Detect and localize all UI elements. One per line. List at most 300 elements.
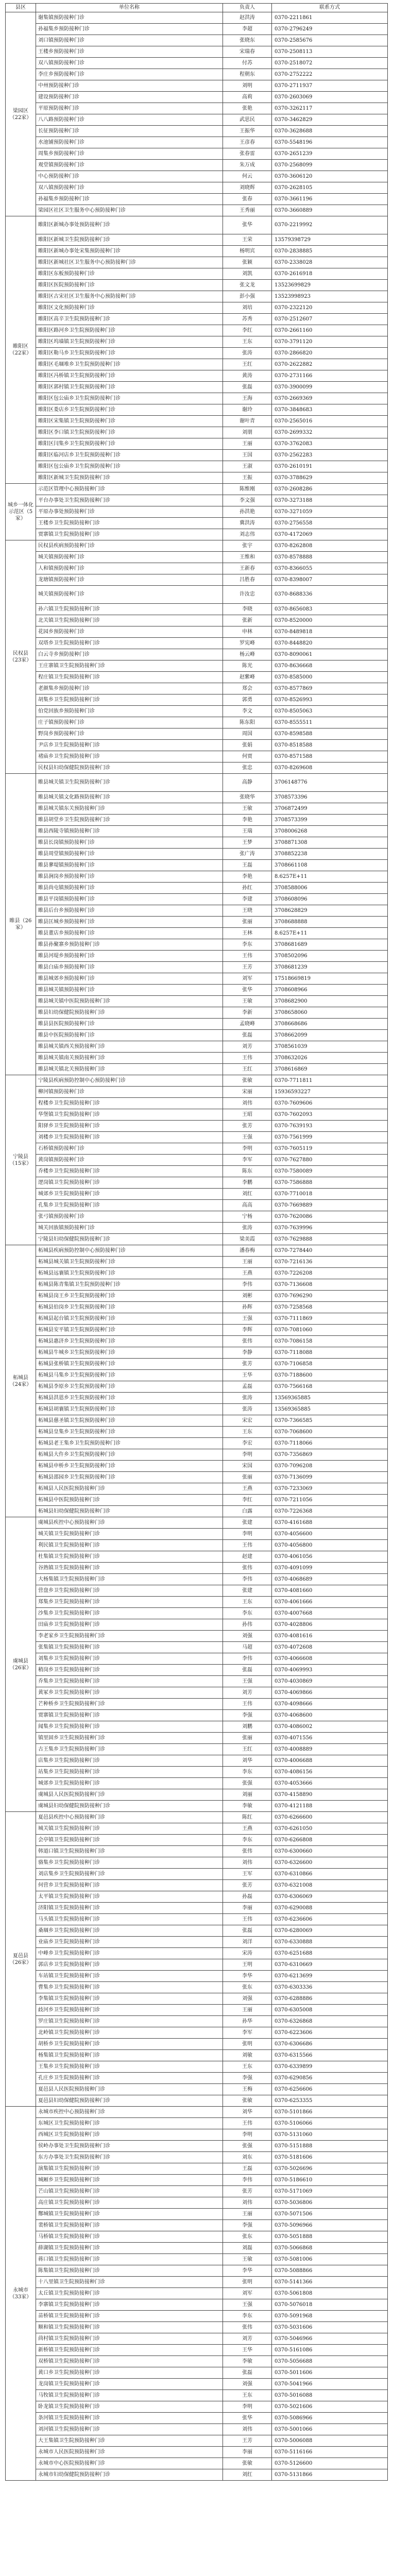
- person-in-charge-cell: 张涛: [223, 1223, 272, 1234]
- unit-name-cell: 睢县董店乡预防接种门诊: [36, 928, 223, 939]
- contact-phone-cell: 8.6257E+11: [272, 928, 388, 939]
- contact-phone-cell: 0370-4072608: [272, 1642, 388, 1653]
- unit-name-cell: 睢县西陵寺镇预防接种门诊: [36, 826, 223, 837]
- table-row: [6, 2288, 388, 2299]
- table-row: [6, 2424, 388, 2435]
- person-in-charge-cell: 李红: [223, 1495, 272, 1506]
- unit-name-cell: 城关镇卫生院预防接种门诊: [36, 1529, 223, 1540]
- person-in-charge-cell: 宋丽: [223, 1087, 272, 1098]
- contact-phone-cell: 13523998923: [272, 291, 388, 302]
- unit-name-cell: 睢县孙聚寨乡预防接种门诊: [36, 939, 223, 951]
- person-in-charge-cell: 高静: [223, 774, 272, 792]
- table-row: [6, 1948, 388, 1959]
- unit-name-cell: 睢县城关镇卫生院预防接种门诊: [36, 774, 223, 792]
- unit-name-cell: 睢阳区冯桥镇卫生院预防接种门诊: [36, 370, 223, 382]
- table-row: [6, 2197, 388, 2209]
- contact-phone-cell: 0370-6306069: [272, 1891, 388, 1903]
- contact-phone-cell: 0370-5161086: [272, 2345, 388, 2356]
- contact-phone-cell: 0370-5071506: [272, 2209, 388, 2220]
- contact-phone-cell: 0370-7188600: [272, 1370, 388, 1381]
- unit-name-cell: 梁园区社区卫生服务中心预防接种门诊: [36, 205, 223, 216]
- person-in-charge-cell: 李明: [223, 1529, 272, 1540]
- unit-name-cell: 睢阳区医院预防接种门诊: [36, 280, 223, 291]
- table-row: [6, 552, 388, 563]
- person-in-charge-cell: 谢玲: [223, 404, 272, 416]
- unit-name-cell: 中峰乡卫生院预防接种门诊: [36, 1948, 223, 1959]
- person-in-charge-cell: 李强: [223, 2073, 272, 2084]
- district-cell: 宁陵县（15家）: [6, 1075, 36, 1245]
- unit-name-cell: 睢阳区包公庙乡卫生院预防接种门诊: [36, 461, 223, 472]
- unit-name-cell: 庄子镇预防接种门诊: [36, 717, 223, 728]
- table-row: [6, 2367, 388, 2379]
- contact-phone-cell: 0370-4071556: [272, 1733, 388, 1744]
- table-row: [6, 1982, 388, 1993]
- unit-name-cell: 睢县城关镇预防接种门诊: [36, 985, 223, 996]
- table-row: [6, 1801, 388, 1812]
- table-row: [6, 762, 388, 774]
- person-in-charge-cell: 王磊: [223, 860, 272, 871]
- table-row: [6, 393, 388, 404]
- unit-name-cell: 城郊乡卫生院预防接种门诊: [36, 1189, 223, 1200]
- table-row: [6, 2231, 388, 2243]
- contact-phone-cell: 0370-5086966: [272, 2413, 388, 2424]
- unit-name-cell: 睢阳区新城办事处预防接种门诊: [36, 216, 223, 234]
- person-in-charge-cell: 李静: [223, 1347, 272, 1359]
- table-row: [6, 1993, 388, 2005]
- unit-name-cell: 柘城县岗王乡卫生院预防接种门诊: [36, 1291, 223, 1302]
- table-row: [6, 1121, 388, 1132]
- contact-phone-cell: 0370-5106066: [272, 2118, 388, 2129]
- unit-name-cell: 双八镇预防接种门诊: [36, 182, 223, 194]
- contact-phone-cell: 3708852238: [272, 849, 388, 860]
- unit-name-cell: 柘城县安平镇卫生院预防接种门诊: [36, 1325, 223, 1336]
- contact-phone-cell: 0370-5066868: [272, 2243, 388, 2254]
- district-cell: 柘城县（24家）: [6, 1245, 36, 1517]
- person-in-charge-cell: 白露: [223, 1506, 272, 1517]
- person-in-charge-cell: 刘伟: [223, 1098, 272, 1109]
- person-in-charge-cell: 宁杨: [223, 1211, 272, 1223]
- unit-name-cell: 茴村镇卫生院预防接种门诊: [36, 2333, 223, 2345]
- table-row: [6, 660, 388, 672]
- contact-phone-cell: 13579398729: [272, 234, 388, 246]
- person-in-charge-cell: 王丽: [223, 2005, 272, 2016]
- unit-name-cell: 张弓镇预防接种门诊: [36, 1211, 223, 1223]
- unit-name-cell: 柘城县远襄镇卫生院预防接种门诊: [36, 1268, 223, 1279]
- person-in-charge-cell: 王敏: [223, 2254, 272, 2265]
- table-row: [6, 2254, 388, 2265]
- district-cell: 夏邑县（26家）: [6, 1812, 36, 2107]
- unit-name-cell: 东城区卫生院预防接种门诊: [36, 2118, 223, 2129]
- contact-phone-cell: 0370-2565016: [272, 416, 388, 427]
- unit-name-cell: 花园乡预防接种门诊: [36, 626, 223, 638]
- contact-phone-cell: 0370-5026696: [272, 2163, 388, 2175]
- table-row: [6, 246, 388, 257]
- person-in-charge-cell: 刘彬: [223, 1291, 272, 1302]
- contact-phone-cell: 0370-5181606: [272, 2152, 388, 2163]
- table-row: [6, 1472, 388, 1483]
- person-in-charge-cell: 刘红: [223, 1189, 272, 1200]
- table-row: [6, 1665, 388, 1676]
- table-row: [6, 1937, 388, 1948]
- person-in-charge-cell: 李东: [223, 1767, 272, 1778]
- table-row: [6, 1427, 388, 1438]
- unit-name-cell: 永城市妇幼保健院预防接种门诊: [36, 2469, 223, 2481]
- person-in-charge-cell: 张磊: [223, 1030, 272, 1041]
- contact-phone-cell: 0370-7580089: [272, 1166, 388, 1177]
- table-row: [6, 928, 388, 939]
- table-row: [6, 2311, 388, 2322]
- unit-name-cell: 龙岗镇卫生院预防接种门诊: [36, 2379, 223, 2390]
- unit-name-cell: 李庄乡预防接种门诊: [36, 69, 223, 80]
- contact-phone-cell: 0370-2608286: [272, 484, 388, 495]
- person-in-charge-cell: 吕胜春: [223, 574, 272, 586]
- person-in-charge-cell: 张芳: [223, 1880, 272, 1891]
- contact-phone-cell: 0370-8636668: [272, 660, 388, 672]
- table-row: [6, 1041, 388, 1053]
- contact-phone-cell: 0370-4098666: [272, 1699, 388, 1710]
- table-row: [6, 1291, 388, 1302]
- contact-phone-cell: 0370-2622882: [272, 359, 388, 370]
- person-in-charge-cell: 陈光: [223, 660, 272, 672]
- contact-phone-cell: 0370-6223606: [272, 2027, 388, 2039]
- person-in-charge-cell: 王振华: [223, 126, 272, 137]
- contact-phone-cell: 0370-6266808: [272, 1835, 388, 1846]
- unit-name-cell: 睢县河堤乡预防接种门诊: [36, 951, 223, 962]
- unit-name-cell: 示范区管理中心预防接种门诊: [36, 484, 223, 495]
- table-row: [6, 2175, 388, 2186]
- table-row: [6, 1914, 388, 1925]
- person-in-charge-cell: 郑会: [223, 683, 272, 694]
- table-body: [6, 12, 388, 2481]
- unit-name-cell: 乔楼乡卫生院预防接种门诊: [36, 1166, 223, 1177]
- table-row: [6, 815, 388, 826]
- unit-name-cell: 柘城县胡襄镇卫生院预防接种门诊: [36, 1404, 223, 1415]
- unit-name-cell: 睢县城关镇中医院预防接种门诊: [36, 996, 223, 1007]
- table-row: [6, 1359, 388, 1370]
- contact-phone-cell: 0370-7639193: [272, 1121, 388, 1132]
- contact-phone-cell: 0370-5006088: [272, 2435, 388, 2447]
- unit-name-cell: 李集镇卫生院预防接种门诊: [36, 1993, 223, 2005]
- contact-phone-cell: 0370-8489818: [272, 626, 388, 638]
- unit-name-cell: 芒种桥乡卫生院预防接种门诊: [36, 1699, 223, 1710]
- contact-phone-cell: 3708588006: [272, 883, 388, 894]
- person-in-charge-cell: 张宇: [223, 540, 272, 552]
- table-row: [6, 518, 388, 529]
- contact-phone-cell: 0370-4008889: [272, 1744, 388, 1755]
- table-row: [6, 1223, 388, 1234]
- person-in-charge-cell: 武思民: [223, 114, 272, 126]
- table-row: [6, 438, 388, 450]
- contact-phone-cell: 0370-7068600: [272, 1427, 388, 1438]
- unit-name-cell: 柘城县老王集乡卫生院预防接种门诊: [36, 1438, 223, 1449]
- person-in-charge-cell: 刘伟: [223, 2424, 272, 2435]
- contact-phone-cell: 0370-7096208: [272, 1461, 388, 1472]
- unit-name-cell: 马桥镇卫生院预防接种门诊: [36, 2231, 223, 2243]
- contact-phone-cell: 0370-2616918: [272, 268, 388, 280]
- table-row: [6, 450, 388, 461]
- table-row: [6, 2413, 388, 2424]
- contact-phone-cell: 3708502096: [272, 951, 388, 962]
- contact-phone-cell: 0370-5011606: [272, 2367, 388, 2379]
- table-row: [6, 2401, 388, 2413]
- person-in-charge-cell: 李文强: [223, 495, 272, 506]
- unit-name-cell: 睢县周堂镇预防接种门诊: [36, 849, 223, 860]
- contact-phone-cell: 0370-5046966: [272, 2333, 388, 2345]
- person-in-charge-cell: 张春: [223, 194, 272, 205]
- unit-name-cell: 利民镇卫生院预防接种门诊: [36, 1540, 223, 1551]
- table-row: [6, 1585, 388, 1597]
- unit-name-cell: 马牧镇卫生院预防接种门诊: [36, 2390, 223, 2401]
- person-in-charge-cell: 张华: [223, 216, 272, 234]
- person-in-charge-cell: 陈东: [223, 1166, 272, 1177]
- unit-name-cell: 睢阳区新城社区卫生服务中心预防接种门诊: [36, 257, 223, 268]
- person-in-charge-cell: 张丽: [223, 917, 272, 928]
- contact-phone-cell: 0370-5096966: [272, 2220, 388, 2231]
- unit-name-cell: 周集乡预防接种门诊: [36, 148, 223, 160]
- unit-name-cell: 大王集镇卫生院预防接种门诊: [36, 2435, 223, 2447]
- unit-name-cell: 民权县妇幼保健院预防接种门诊: [36, 762, 223, 774]
- unit-name-cell: 柘城县慈圣镇卫生院预防接种门诊: [36, 1415, 223, 1427]
- contact-phone-cell: 0370-7258568: [272, 1302, 388, 1313]
- unit-name-cell: 睢县白庙乡预防接种门诊: [36, 962, 223, 973]
- table-row: [6, 1007, 388, 1019]
- table-row: [6, 1744, 388, 1755]
- contact-phone-cell: 0370-2508113: [272, 46, 388, 58]
- contact-phone-cell: 0370-4030869: [272, 1676, 388, 1687]
- unit-name-cell: 业庙乡卫生院预防接种门诊: [36, 1937, 223, 1948]
- table-row: [6, 506, 388, 518]
- person-in-charge-cell: 王东: [223, 336, 272, 348]
- unit-name-cell: 刘集乡卫生院预防接种门诊: [36, 1653, 223, 1665]
- contact-phone-cell: 0370-5131060: [272, 2129, 388, 2141]
- table-row: [6, 1415, 388, 1427]
- person-in-charge-cell: 李建: [223, 894, 272, 905]
- contact-phone-cell: 0370-3788629: [272, 472, 388, 484]
- unit-name-cell: 柘城县洪恩乡卫生院预防接种门诊: [36, 1393, 223, 1404]
- contact-phone-cell: 3708681689: [272, 939, 388, 951]
- unit-name-cell: 车站镇卫生院预防接种门诊: [36, 1971, 223, 1982]
- table-row: [6, 2356, 388, 2367]
- table-row: [6, 404, 388, 416]
- table-row: [6, 649, 388, 660]
- unit-name-cell: 观堂镇预防接种门诊: [36, 160, 223, 171]
- person-in-charge-cell: 宋瑞春: [223, 46, 272, 58]
- contact-phone-cell: 0370-2610191: [272, 461, 388, 472]
- contact-phone-cell: 3708682900: [272, 996, 388, 1007]
- contact-phone-cell: 0370-7566168: [272, 1381, 388, 1393]
- person-in-charge-cell: 周国: [223, 728, 272, 740]
- contact-phone-cell: 0370-7627880: [272, 1155, 388, 1166]
- contact-phone-cell: 0370-7561999: [272, 1132, 388, 1143]
- person-in-charge-cell: 李鹏: [223, 1177, 272, 1189]
- person-in-charge-cell: 王敏: [223, 803, 272, 815]
- contact-phone-cell: 0370-5091968: [272, 2311, 388, 2322]
- table-row: [6, 1449, 388, 1461]
- contact-phone-cell: 0370-8398007: [272, 574, 388, 586]
- table-row: [6, 2469, 388, 2481]
- contact-phone-cell: 0370-7081060: [272, 1325, 388, 1336]
- person-in-charge-cell: 孟晓峰: [223, 1019, 272, 1030]
- unit-name-cell: 双桥镇卫生院预防接种门诊: [36, 2356, 223, 2367]
- contact-phone-cell: 0370-5126600: [272, 2458, 388, 2469]
- person-in-charge-cell: 陈东阳: [223, 717, 272, 728]
- contact-phone-cell: 0370-7278440: [272, 1245, 388, 1257]
- unit-name-cell: 睢县涧岗乡预防接种门诊: [36, 871, 223, 883]
- unit-name-cell: 太平镇卫生院预防接种门诊: [36, 1891, 223, 1903]
- table-row: [6, 837, 388, 849]
- person-in-charge-cell: 李新: [223, 1007, 272, 1019]
- table-row: [6, 1483, 388, 1495]
- contact-phone-cell: 0370-5151888: [272, 2141, 388, 2152]
- table-row: [6, 103, 388, 114]
- table-row: [6, 962, 388, 973]
- unit-name-cell: 侯岭办事处卫生院预防接种门诊: [36, 2141, 223, 2152]
- contact-phone-cell: 0370-6280069: [272, 1925, 388, 1937]
- table-row: [6, 1699, 388, 1710]
- unit-name-cell: 十八里镇卫生院预防接种门诊: [36, 2277, 223, 2288]
- table-row: [6, 1869, 388, 1880]
- contact-phone-cell: 3708668686: [272, 1019, 388, 1030]
- table-row: [6, 683, 388, 694]
- table-row: [6, 985, 388, 996]
- person-in-charge-cell: 李伟: [223, 1279, 272, 1291]
- unit-name-cell: 何营乡卫生院预防接种门诊: [36, 1880, 223, 1891]
- person-in-charge-cell: 张东: [223, 1982, 272, 1993]
- person-in-charge-cell: 王东: [223, 1597, 272, 1608]
- table-row: [6, 2435, 388, 2447]
- person-in-charge-cell: 王燕: [223, 1483, 272, 1495]
- table-row: [6, 12, 388, 24]
- unit-name-cell: 孙福集乡预防接种门诊: [36, 194, 223, 205]
- person-in-charge-cell: 张忠: [223, 762, 272, 774]
- person-in-charge-cell: 朱万成: [223, 160, 272, 171]
- person-in-charge-cell: 张伟: [223, 2322, 272, 2333]
- contact-phone-cell: 0370-2752222: [272, 69, 388, 80]
- contact-phone-cell: 0370-7233069: [272, 1483, 388, 1495]
- contact-phone-cell: 0370-3762083: [272, 438, 388, 450]
- person-in-charge-cell: 李红: [223, 325, 272, 336]
- unit-name-cell: 骆集乡卫生院预防接种门诊: [36, 1857, 223, 1869]
- unit-name-cell: 虞城县疾控中心预防接种门诊: [36, 1517, 223, 1529]
- contact-phone-cell: 0370-2796249: [272, 24, 388, 35]
- unit-name-cell: 曹集乡卫生院预防接种门诊: [36, 1982, 223, 1993]
- table-row: [6, 2333, 388, 2345]
- contact-phone-cell: 0370-5116166: [272, 2447, 388, 2458]
- unit-name-cell: 刘口镇预防接种门诊: [36, 35, 223, 46]
- person-in-charge-cell: 王华: [223, 1370, 272, 1381]
- table-row: [6, 1778, 388, 1789]
- table-row: [6, 46, 388, 58]
- person-in-charge-cell: 罗宪峰: [223, 638, 272, 649]
- person-in-charge-cell: 刘红: [223, 2469, 272, 2481]
- district-cell: 城乡一体化示范区（5家）: [6, 484, 36, 540]
- person-in-charge-cell: 何贾: [223, 751, 272, 762]
- person-in-charge-cell: 王梦: [223, 837, 272, 849]
- table-row: [6, 1733, 388, 1744]
- person-in-charge-cell: 刘军: [223, 973, 272, 985]
- unit-name-cell: 华堡镇卫生院预防接种门诊: [36, 1109, 223, 1121]
- contact-phone-cell: 0370-4028806: [272, 1619, 388, 1631]
- vaccination-clinic-table: [5, 3, 388, 2481]
- contact-phone-cell: 0370-2518072: [272, 58, 388, 69]
- table-row: [6, 774, 388, 792]
- person-in-charge-cell: 王彦春: [223, 137, 272, 148]
- contact-phone-cell: 0370-2661160: [272, 325, 388, 336]
- unit-name-cell: 柘城县人民医院预防接种门诊: [36, 1483, 223, 1495]
- unit-name-cell: 刘河镇卫生院预防接种门诊: [36, 2424, 223, 2435]
- col-header-unit: 单位名称: [36, 4, 223, 12]
- unit-name-cell: 程楼乡卫生院预防接种门诊: [36, 1098, 223, 1109]
- table-row: [6, 1789, 388, 1801]
- contact-phone-cell: 0370-5081006: [272, 2254, 388, 2265]
- contact-phone-cell: 0370-4121188: [272, 1801, 388, 1812]
- person-in-charge-cell: 王燕: [223, 1823, 272, 1835]
- contact-phone-cell: 0370-7106858: [272, 1359, 388, 1370]
- table-row: [6, 2061, 388, 2073]
- person-in-charge-cell: 赵洪涛: [223, 12, 272, 24]
- unit-name-cell: 睢阳区勒马乡卫生院预防接种门诊: [36, 348, 223, 359]
- table-row: [6, 1608, 388, 1619]
- person-in-charge-cell: 张建: [223, 1517, 272, 1529]
- person-in-charge-cell: 孙洪艳: [223, 506, 272, 518]
- contact-phone-cell: 3708658060: [272, 1007, 388, 1019]
- contact-phone-cell: 0370-2219992: [272, 216, 388, 234]
- person-in-charge-cell: 马超: [223, 1642, 272, 1653]
- col-header-district: 县区: [6, 4, 36, 12]
- person-in-charge-cell: 刘明: [223, 80, 272, 92]
- table-row: [6, 540, 388, 552]
- person-in-charge-cell: 张伟: [223, 1563, 272, 1574]
- table-row: [6, 1234, 388, 1245]
- table-row: [6, 257, 388, 268]
- table-row: [6, 1132, 388, 1143]
- person-in-charge-cell: 郭勇: [223, 694, 272, 706]
- unit-name-cell: 宁陵县疾病预防控制中心预防接种门诊: [36, 1075, 223, 1087]
- contact-phone-cell: 0370-6251688: [272, 1948, 388, 1959]
- person-in-charge-cell: 王东: [223, 2061, 272, 2073]
- person-in-charge-cell: 张晓华: [223, 792, 272, 803]
- table-row: [6, 484, 388, 495]
- person-in-charge-cell: 李明: [223, 1143, 272, 1155]
- table-row: [6, 216, 388, 234]
- contact-phone-cell: 0370-3273188: [272, 495, 388, 506]
- unit-name-cell: 龙塘镇预防接种门诊: [36, 574, 223, 586]
- unit-name-cell: 王集乡卫生院预防接种门诊: [36, 2061, 223, 2073]
- table-row: [6, 1903, 388, 1914]
- person-in-charge-cell: 李东: [223, 2311, 272, 2322]
- table-row: [6, 1721, 388, 1733]
- contact-phone-cell: 0370-7602093: [272, 1109, 388, 1121]
- table-row: [6, 427, 388, 438]
- unit-name-cell: 睢县蓼堤镇预防接种门诊: [36, 860, 223, 871]
- contact-phone-cell: 3708608966: [272, 985, 388, 996]
- unit-name-cell: 卧龙镇卫生院预防接种门诊: [36, 2401, 223, 2413]
- contact-phone-cell: 0370-4081660: [272, 1585, 388, 1597]
- contact-phone-cell: 0370-7669889: [272, 1200, 388, 1211]
- person-in-charge-cell: 张广涛: [223, 849, 272, 860]
- person-in-charge-cell: 孙磊: [223, 1891, 272, 1903]
- contact-phone-cell: 0370-7639996: [272, 1223, 388, 1234]
- person-in-charge-cell: 张磊: [223, 1925, 272, 1937]
- unit-name-cell: 罗庄镇卫生院预防接种门诊: [36, 2016, 223, 2027]
- table-row: [6, 194, 388, 205]
- table-row: [6, 1325, 388, 1336]
- table-row: [6, 1925, 388, 1937]
- table-row: [6, 1245, 388, 1257]
- table-row: [6, 2005, 388, 2016]
- unit-name-cell: 胡桥乡卫生院预防接种门诊: [36, 2039, 223, 2050]
- contact-phone-cell: 0370-6310669: [272, 1959, 388, 1971]
